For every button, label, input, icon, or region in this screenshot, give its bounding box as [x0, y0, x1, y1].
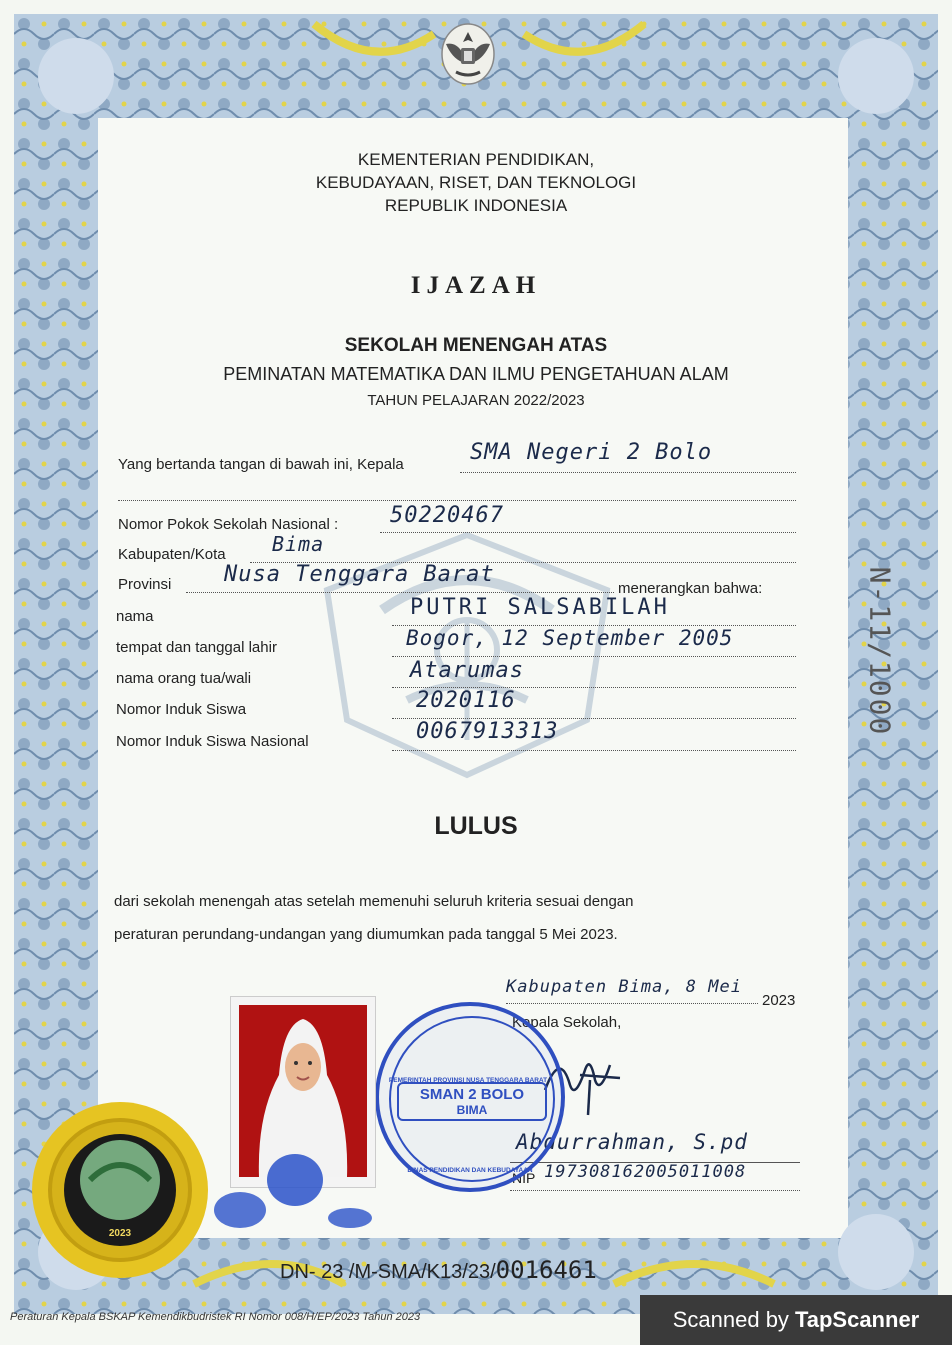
- side-serial: [860, 560, 900, 750]
- nip-value: 197308162005011008: [544, 1162, 747, 1182]
- nip-label: NIP: [512, 1170, 536, 1186]
- scanner-prefix: Scanned by: [672, 1307, 789, 1332]
- signature-place-date: Kabupaten Bima, 8 Mei: [506, 977, 742, 997]
- serial-digits: 0016461: [495, 1256, 597, 1284]
- npsn-label: Nomor Pokok Sekolah Nasional :: [118, 516, 339, 533]
- district-value: Bima: [272, 532, 325, 556]
- scanner-brand: TapScanner: [794, 1307, 920, 1332]
- dotted-line: [460, 472, 796, 473]
- province-value: Nusa Tenggara Barat: [224, 562, 495, 587]
- nis-label: Nomor Induk Siswa: [116, 701, 247, 718]
- birth-value: Bogor, 12 September 2005: [406, 626, 734, 650]
- scanner-watermark: [640, 1295, 952, 1345]
- dotted-line: [118, 500, 796, 501]
- dotted-line: [506, 1003, 758, 1004]
- parent-label: nama orang tua/wali: [116, 670, 252, 687]
- stamp-center-line-1: SMAN 2 BOLO: [419, 1086, 525, 1103]
- hologram-seal-icon: [28, 1100, 213, 1280]
- program-name: PEMINATAN MATEMATIKA DAN ILMU PENGETAHUAN ALAM: [223, 364, 729, 384]
- province-label: Provinsi: [118, 576, 172, 593]
- dotted-line: [392, 750, 796, 751]
- ministry-line-1: KEMENTERIAN PENDIDIKAN,: [357, 150, 595, 169]
- graduation-status: LULUS: [434, 812, 518, 840]
- nisn-label: Nomor Induk Siswa Nasional: [116, 733, 309, 750]
- thumbprint-smudge-icon: [210, 1140, 380, 1230]
- npsn-value: 50220467: [390, 503, 504, 528]
- student-name-value: PUTRI SALSABILAH: [410, 595, 670, 620]
- document-title: IJAZAH: [410, 272, 542, 299]
- dotted-line: [392, 656, 796, 657]
- nis-value: 2020116: [416, 688, 516, 713]
- stamp-center-line-2: BIMA: [456, 1103, 488, 1117]
- ministry-line-3: REPUBLIK INDONESIA: [384, 196, 568, 215]
- school-name-value: SMA Negeri 2 Bolo: [470, 440, 713, 465]
- nisn-value: 0067913313: [416, 719, 559, 744]
- dotted-line: [380, 532, 796, 533]
- ministry-line-2: KEBUDAYAAN, RISET, DAN TEKNOLOGI: [315, 173, 637, 192]
- footer-regulation: Peraturan Kepala BSKAP Kemendikbudristek RI Nomor 008/H/EP/2023 Tahun 2023: [10, 1311, 421, 1323]
- name-label: nama: [116, 608, 154, 625]
- academic-year: TAHUN PELAJARAN 2022/2023: [367, 392, 585, 409]
- signature-year: 2023: [762, 992, 796, 1009]
- serial-number: [280, 1256, 597, 1284]
- garuda-emblem-icon: [440, 22, 496, 86]
- side-serial-text: N-11/1000: [863, 566, 897, 737]
- signer-name: Abdurrahman, S.pd: [516, 1130, 748, 1154]
- district-label: Kabupaten/Kota: [118, 546, 226, 563]
- signer-title: Kepala Sekolah,: [512, 1014, 622, 1031]
- stamp-ring-text: PEMERINTAH PROVINSI NUSA TENGGARA BARAT · DINAS PENDIDIKAN DAN KEBUDAYAAN: [388, 1077, 552, 1174]
- seal-year: 2023: [108, 1228, 132, 1239]
- dotted-line: [186, 592, 614, 593]
- dotted-line: [510, 1190, 800, 1191]
- school-stamp: [375, 1002, 565, 1192]
- birth-label: tempat dan tanggal lahir: [116, 639, 277, 656]
- declares-label: menerangkan bahwa:: [618, 580, 763, 597]
- parent-value: Atarumas: [410, 658, 524, 683]
- statement-line-1: dari sekolah menengah atas setelah memenuhi seluruh kriteria sesuai dengan: [114, 893, 634, 910]
- serial-prefix: DN- 23 /M-SMA/K13/23/: [280, 1261, 496, 1283]
- intro-label: Yang bertanda tangan di bawah ini, Kepala: [118, 456, 404, 473]
- statement-line-2: peraturan perundang-undangan yang diumumkan pada tanggal 5 Mei 2023.: [114, 926, 618, 943]
- school-level: SEKOLAH MENENGAH ATAS: [344, 335, 608, 356]
